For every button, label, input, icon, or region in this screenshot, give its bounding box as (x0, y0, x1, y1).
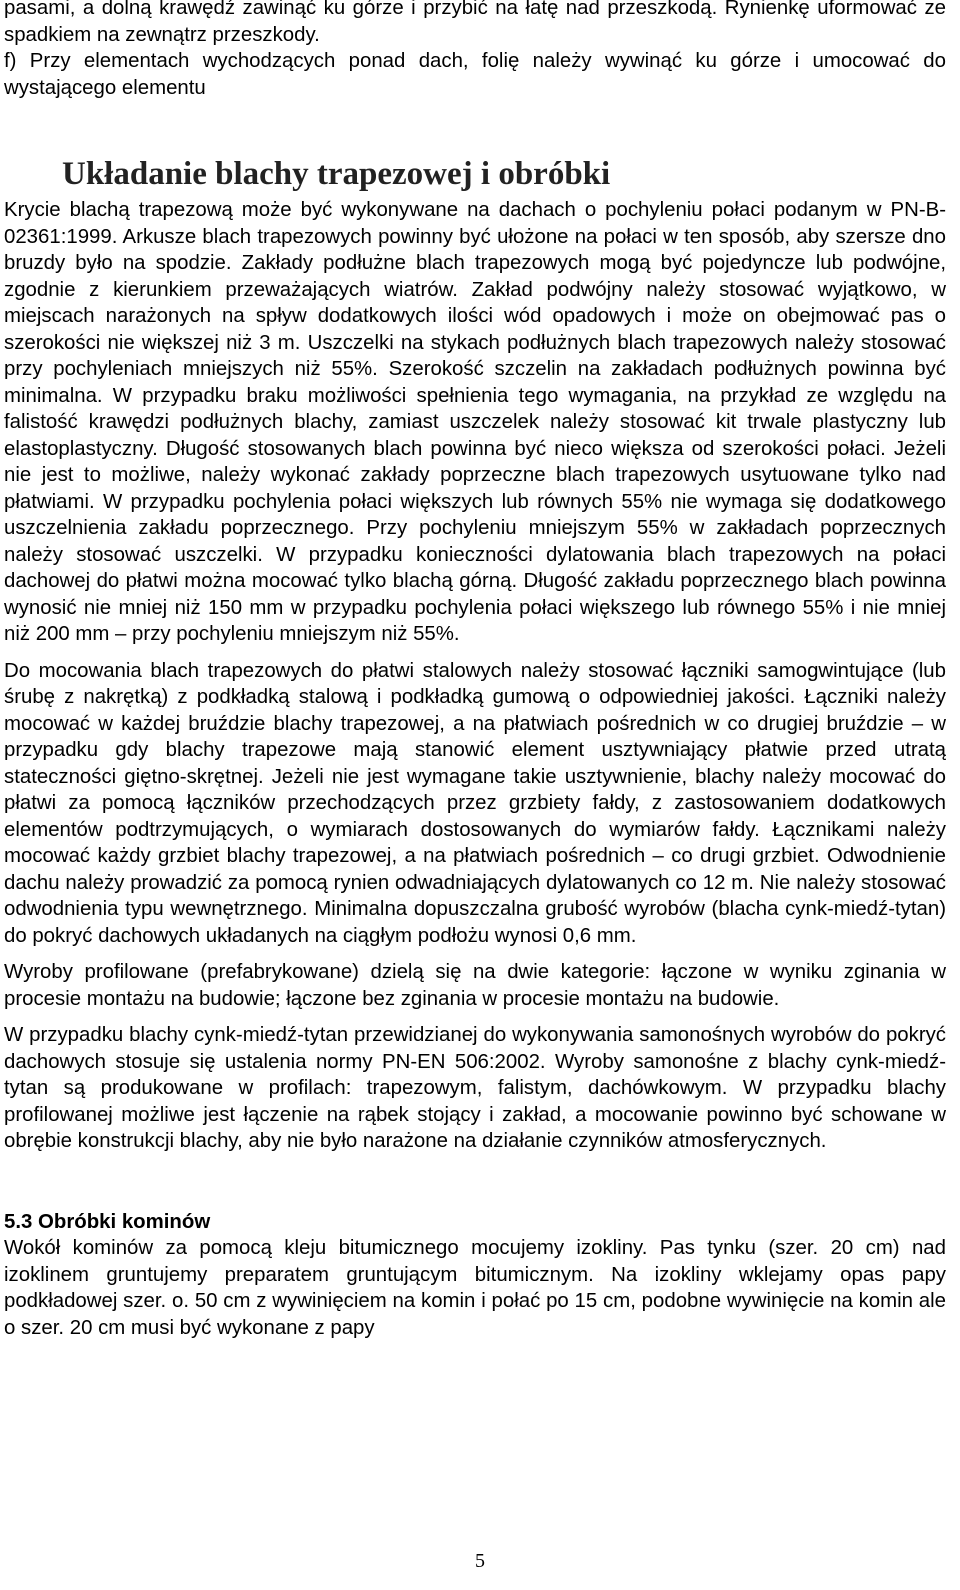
intro-paragraph-f: f) Przy elementach wychodzących ponad dach, folię należy wywinąć ku górze i umocować do wystającego elementu (4, 50, 946, 99)
page-content (4, 0, 946, 1341)
paragraph-fastening: Do mocowania blach trapezowych do płatwi stalowych należy stosować łączniki samogwintujące (lub śrubę z nakrętką) z podkładką stalową i podkładką gumową o odpowiedniej jakości. Łączniki należy mocować w każdej bruździe blachy trapezowej, a na płatwiach pośrednich w co drugiej bruździe – w przypadku gdy blachy trapezowe mają stanowić element usztywniający płatwie przed utratą stateczności giętno-skrętnej. Jeżeli nie jest wymagane takie usztywnienie, blachy należy mocować do płatwi za pomocą łączników przechodzących przez grzbiety fałdy, z zastosowaniem dodatkowych elementów podtrzymujących, o wymiarach dostosowanych do wymiarów fałdy. Łącznikami należy mocować każdy grzbiet blachy trapezowej, a na płatwiach pośrednich – co drugi grzbiet. Odwodnienie dachu należy prowadzić za pomocą rynien odwadniających dylatowanych co 12 m. Nie należy stosować odwodnienia typu wewnętrznego. Minimalna dopuszczalna grubość wyrobów (blacha cynk-miedź-tytan) do pokryć dachowych układanych na ciągłym podłożu wynosi 0,6 mm. (4, 659, 946, 947)
section-heading: Układanie blachy trapezowej i obróbki (62, 156, 611, 192)
paragraph-trapezoidal-sheets: Krycie blachą trapezową może być wykonywane na dachach o pochyleniu połaci podanym w PN-B-02361:1999. Arkusze blach trapezowych powinny być ułożone na połaci w ten sposób, aby szersze dno bruzdy było na spodzie. Zakłady podłużne blach trapezowych mogą być pojedyncze lub podwójne, zgodnie z kierunkiem przeważających wiatrów. Zakład podwójny należy stosować wyjątkowo, w miejscach narażonych na spływ dodatkowych ilości wód opadowych i może on obejmować pas o szerokości nie większej niż 3 m. Uszczelki na stykach podłużnych blach trapezowych należy stosować przy pochyleniach mniejszych niż 55%. Szerokość szczelin na zakładach podłużnych powinna być minimalna. W przypadku braku możliwości spełnienia tego wymagania, na przykład ze względu na falistość krawędzi podłużnych blachy, zamiast uszczelek należy stosować kit trwale plastyczny lub elastoplastyczny. Długość stosowanych blach powinna być nieco większa od szerokości połaci. Jeżeli nie jest to możliwe, należy wykonać zakłady poprzeczne blach trapezowych usytuowane tylko nad płatwiami. W przypadku pochylenia połaci większych lub równych 55% nie wymaga się dodatkowego uszczelnienia zakładu poprzecznego. Przy pochyleniu mniejszym 55% w zakładach poprzecznych należy stosować uszczelki. W przypadku konieczności dylatowania blach trapezowych na połaci dachowej do płatwi można mocować tylko blachą górną. Długość zakładu poprzecznego blach powinna wynosić nie mniej niż 150 mm w przypadku pochylenia połaci większego lub równego 55% i nie mniej niż 200 mm – przy pochyleniu mniejszym niż 55%. (4, 199, 946, 645)
paragraph-zinc-copper-titanium: W przypadku blachy cynk-miedź-tytan przewidzianej do wykonywania samonośnych wyrobów do pokryć dachowych stosuje się ustalenia normy PN-EN 506:2002. Wyroby samonośne z blachy cynk-miedź-tytan są produkowane w profilach: trapezowym, falistym, dachówkowym. W przypadku blachy profilowanej możliwe jest łączenie na rąbek stojący i zakład, a mocowanie powinno być schowane w obrębie konstrukcji blachy, aby nie było narażone na działanie czynników atmosferycznych. (4, 1024, 946, 1152)
paragraph-profiled-products: Wyroby profilowane (prefabrykowane) dzielą się na dwie kategorie: łączone w wyniku zginania w procesie montażu na budowie; łączone bez zginania w procesie montażu na budowie. (4, 961, 946, 1010)
subsection-title: 5.3 Obróbki kominów (4, 1210, 211, 1233)
subsection-text: Wokół kominów za pomocą kleju bitumicznego mocujemy izokliny. Pas tynku (szer. 20 cm) nad izoklinem gruntujemy preparatem gruntującym bitumicznym. Na izokliny wklejamy opas papy podkładowej szer. o. 50 cm z wywinięciem na komin i połać po 15 cm, podobne wywinięcie na komin ale o szer. 20 cm musi być wykonane z papy (4, 1237, 946, 1339)
page-number: 5 (475, 1550, 485, 1572)
intro-paragraph-e: pasami, a dolną krawędź zawinąć ku górze i przybić na łatę nad przeszkodą. Rynienkę uformować ze spadkiem na zewnątrz przeszkody. (4, 0, 946, 46)
